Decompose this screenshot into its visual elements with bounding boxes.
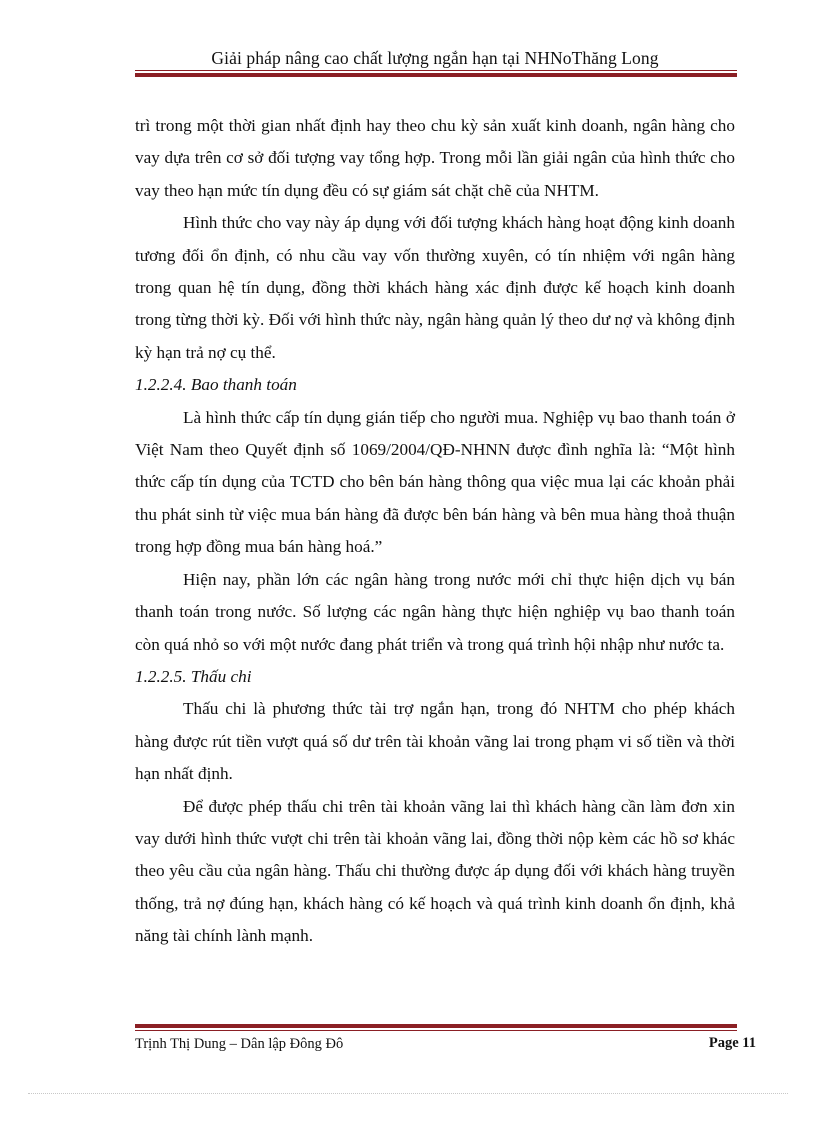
- paragraph: Để được phép thấu chi trên tài khoản vãng lai thì khách hàng cần làm đơn xin vay dưới hình thức vượt chi trên tài khoản vãng lai, đồng thời nộp kèm các hồ sơ khác theo yêu cầu của ngân hàng. Thấu chi thường được áp dụng đối với khách hàng truyền thống, trả nợ đúng hạn, khách hàng có kế hoạch và quá trình kinh doanh ổn định, khả năng tài chính lành mạnh.: [135, 796, 735, 946]
- header-rule-thick: [135, 73, 737, 77]
- document-body: [135, 110, 735, 953]
- page-bottom-divider: [28, 1093, 788, 1094]
- paragraph: Là hình thức cấp tín dụng gián tiếp cho người mua. Nghiệp vụ bao thanh toán ở Việt Nam theo Quyết định số 1069/2004/QĐ-NHNN được đình nghĩa là: “Một hình thức cấp tín dụng của TCTD cho bên bán hàng thông qua việc mua lại các khoản phải thu phát sinh từ việc mua bán hàng đã được bên bán hàng và bên mua hàng thoả thuận trong hợp đồng mua bán hàng hoá.”: [135, 407, 735, 557]
- footer-rule-thick: [135, 1024, 737, 1028]
- page-number: Page 11: [708, 1035, 756, 1051]
- page-header-title: Giải pháp nâng cao chất lượng ngắn hạn tại NHNoThăng Long: [211, 48, 659, 68]
- section-heading: 1.2.2.5. Thấu chi: [135, 666, 252, 686]
- paragraph: trì trong một thời gian nhất định hay theo chu kỳ sản xuất kinh doanh, ngân hàng cho vay dựa trên cơ sở đối tượng vay tổng hợp. Trong mỗi lần giải ngân của hình thức cho vay theo hạn mức tín dụng đều có sự giám sát chặt chẽ của NHTM.: [135, 116, 735, 200]
- paragraph: Hình thức cho vay này áp dụng với đối tượng khách hàng hoạt động kinh doanh tương đối ổn định, có nhu cầu vay vốn thường xuyên, có tín nhiệm với ngân hàng trong quan hệ tín dụng, đồng thời khách hàng xác định được kế hoạch kinh doanh trong từng thời kỳ. Đối với hình thức này, ngân hàng quản lý theo dư nợ và không định kỳ hạn trả nợ cụ thể.: [135, 213, 735, 362]
- header-rule-thin: [135, 70, 737, 71]
- section-heading: 1.2.2.4. Bao thanh toán: [135, 375, 297, 395]
- footer-author: Trịnh Thị Dung – Dân lập Đông Đô: [135, 1036, 344, 1052]
- paragraph: Thấu chi là phương thức tài trợ ngắn hạn, trong đó NHTM cho phép khách hàng được rút tiền vượt quá số dư trên tài khoản vãng lai trong phạm vi số tiền và thời hạn nhất định.: [135, 699, 735, 784]
- footer-rule-thin: [135, 1030, 737, 1031]
- paragraph: Hiện nay, phần lớn các ngân hàng trong nước mới chỉ thực hiện dịch vụ bán thanh toán trong nước. Số lượng các ngân hàng thực hiện nghiệp vụ bao thanh toán còn quá nhỏ so với một nước đang phát triển và trong quá trình hội nhập như nước ta.: [135, 569, 735, 654]
